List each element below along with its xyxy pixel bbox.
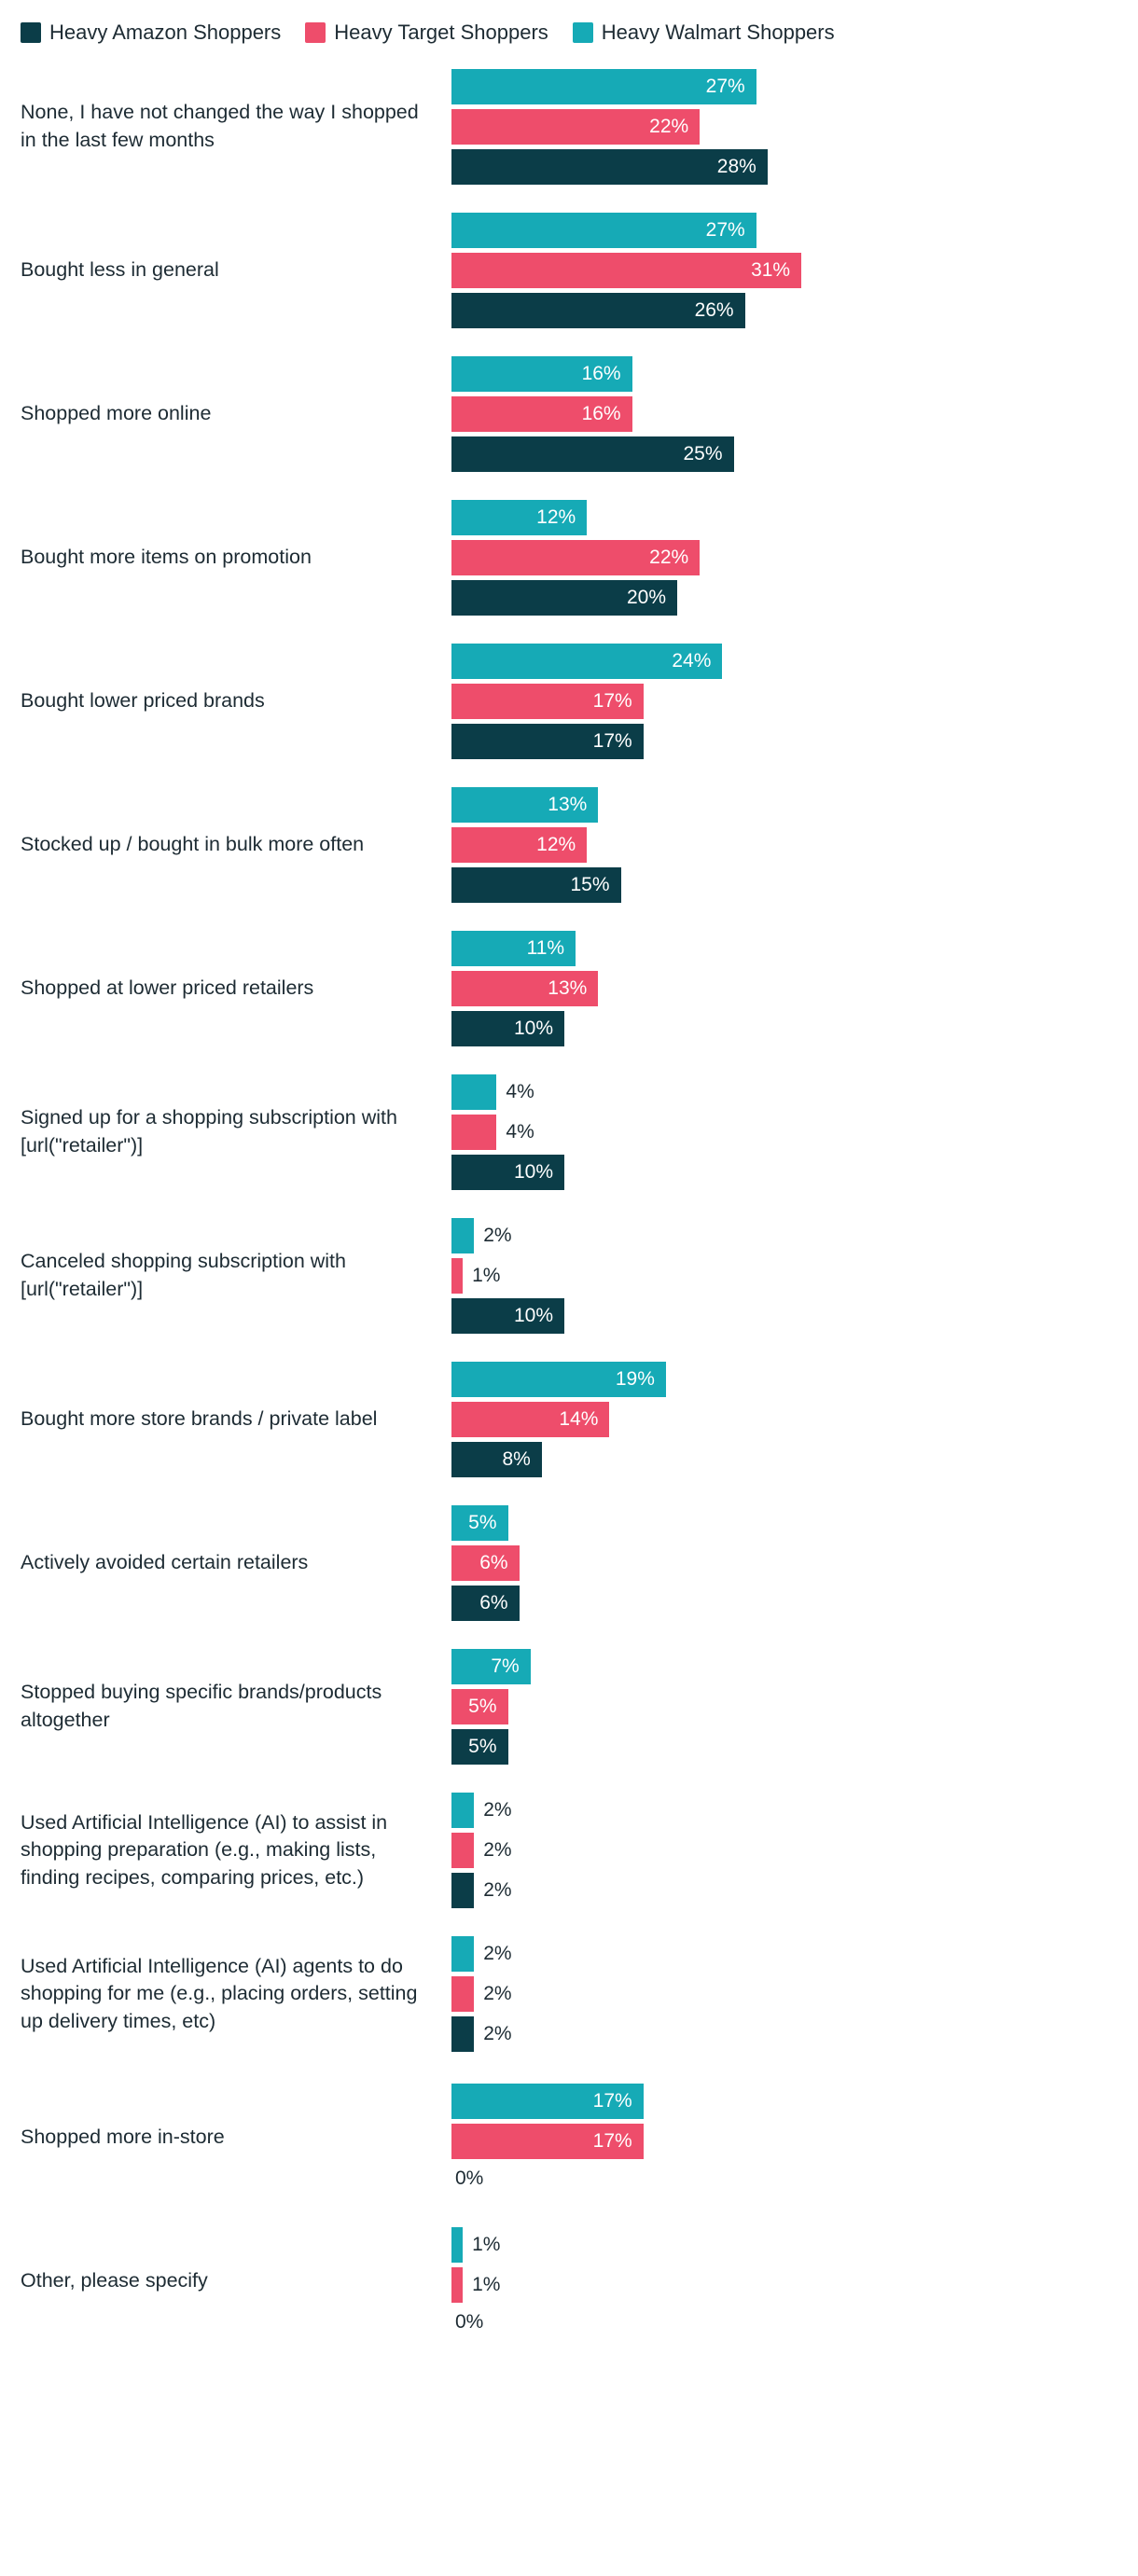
bar-value-label: 20% <box>626 587 666 608</box>
bar-line <box>451 1689 1119 1724</box>
bar-value-label: 5% <box>468 1512 497 1533</box>
bar-group <box>451 1074 1119 1190</box>
bar-line <box>451 1442 1119 1477</box>
bar-group <box>451 213 1119 328</box>
legend-item[interactable] <box>573 21 835 45</box>
bar-value-label: 17% <box>592 2090 632 2112</box>
bar-value-label: 2% <box>483 1839 512 1861</box>
chart-row <box>13 1207 1119 1350</box>
legend-swatch <box>305 22 326 43</box>
bar-group <box>451 787 1119 903</box>
category-label: Other, please specify <box>21 2269 208 2292</box>
bar[interactable] <box>451 1442 542 1477</box>
bar-line <box>451 1362 1119 1397</box>
bar-line <box>451 867 1119 903</box>
bar-line <box>451 1545 1119 1581</box>
chart-row <box>13 920 1119 1063</box>
category-label: Shopped more in-store <box>21 2126 225 2149</box>
legend-label: Heavy Amazon Shoppers <box>49 21 282 44</box>
chart-row <box>13 2212 1119 2356</box>
bar-line <box>451 724 1119 759</box>
bar-value-label: 12% <box>536 834 576 855</box>
bar[interactable] <box>451 1729 508 1765</box>
category-label: Bought less in general <box>21 258 219 282</box>
bar[interactable] <box>451 1833 474 1868</box>
bar[interactable] <box>451 500 587 535</box>
legend-label: Heavy Walmart Shoppers <box>601 21 835 44</box>
bar-value-label: 11% <box>526 937 565 959</box>
bar-value-label: 2% <box>483 1225 512 1246</box>
bar-value-label: 7% <box>491 1655 520 1677</box>
bar-value-label: 15% <box>570 874 610 895</box>
bar-value-label: 10% <box>513 1161 553 1183</box>
bar-group <box>451 1936 1119 2052</box>
bar[interactable] <box>451 1074 496 1110</box>
legend-item[interactable] <box>305 21 548 45</box>
chart-row <box>13 201 1119 345</box>
bar[interactable] <box>451 1689 508 1724</box>
bar[interactable] <box>451 436 734 472</box>
category-label: None, I have not changed the way I shopped in the last few months <box>21 101 419 151</box>
bar-line <box>451 1074 1119 1110</box>
bar-value-label: 14% <box>559 1408 599 1430</box>
bar-value-label: 4% <box>506 1121 534 1143</box>
bar-line <box>451 1833 1119 1868</box>
bar[interactable] <box>451 1155 564 1190</box>
category-label: Bought more store brands / private label <box>21 1407 378 1431</box>
bar[interactable] <box>451 1649 531 1684</box>
bar-line-zero <box>451 2307 1119 2335</box>
bar-line <box>451 1402 1119 1437</box>
bar-value-label: 2% <box>483 1943 512 1964</box>
bar[interactable] <box>451 2084 644 2119</box>
bar-group <box>451 2084 1119 2192</box>
bar-value-label: 2% <box>483 1879 512 1901</box>
category-label: Bought more items on promotion <box>21 546 312 569</box>
legend-swatch <box>573 22 593 43</box>
bar[interactable] <box>451 2267 463 2303</box>
bar-line <box>451 436 1119 472</box>
category-label: Canceled shopping subscription with [url("retailer")] <box>21 1250 346 1300</box>
bar-value-label: 4% <box>506 1081 534 1102</box>
bar-line <box>451 1793 1119 1828</box>
bar-value-label: 22% <box>649 547 689 568</box>
category-label: Signed up for a shopping subscription with [url("retailer")] <box>21 1106 397 1156</box>
bar-value-label: 2% <box>483 1983 512 2004</box>
bar-group <box>451 1649 1119 1765</box>
bar[interactable] <box>451 1545 520 1581</box>
legend-label: Heavy Target Shoppers <box>334 21 548 44</box>
bar[interactable] <box>451 1218 474 1253</box>
bar[interactable] <box>451 1976 474 2012</box>
bar-value-label: 1% <box>472 2234 501 2255</box>
bar-line <box>451 827 1119 863</box>
bar-line <box>451 1976 1119 2012</box>
bar-value-label: 1% <box>472 1265 501 1286</box>
bar-line <box>451 931 1119 966</box>
bar[interactable] <box>451 109 700 145</box>
bar-value-label: 16% <box>581 403 621 424</box>
chart-row <box>13 1781 1119 1925</box>
bar[interactable] <box>451 827 587 863</box>
bar-value-label: 16% <box>581 363 621 384</box>
bar-line <box>451 1218 1119 1253</box>
bar-group <box>451 1218 1119 1334</box>
bar[interactable] <box>451 867 621 903</box>
bar-line <box>451 1586 1119 1621</box>
bar-value-label: 12% <box>536 506 576 528</box>
bar[interactable] <box>451 644 722 679</box>
bar-value-label: 17% <box>592 2130 632 2152</box>
bar-group <box>451 931 1119 1046</box>
chart-row <box>13 1925 1119 2069</box>
bar-line <box>451 971 1119 1006</box>
bar[interactable] <box>451 213 756 248</box>
bar-value-label: 17% <box>592 730 632 752</box>
bar[interactable] <box>451 1936 474 1972</box>
bar-line <box>451 2124 1119 2159</box>
bar-line <box>451 1115 1119 1150</box>
bar-value-label: 5% <box>468 1696 497 1717</box>
bar-value-label: 31% <box>751 259 791 281</box>
bar-group <box>451 2227 1119 2335</box>
bar-value-label: 10% <box>513 1305 553 1326</box>
category-label: Shopped more online <box>21 402 212 425</box>
chart-row <box>13 1350 1119 1494</box>
bar[interactable] <box>451 931 576 966</box>
bar-line <box>451 580 1119 616</box>
bar-value-label: 10% <box>513 1018 553 1039</box>
bar-line <box>451 293 1119 328</box>
category-label: Actively avoided certain retailers <box>21 1551 309 1574</box>
bar-group <box>451 1793 1119 1908</box>
bar-line <box>451 684 1119 719</box>
bar-value-label: 0% <box>455 2311 484 2333</box>
bar[interactable] <box>451 580 677 616</box>
bar-value-label: 6% <box>479 1592 508 1613</box>
bar-value-label: 25% <box>683 443 723 464</box>
bar[interactable] <box>451 1115 496 1150</box>
bar[interactable] <box>451 1011 564 1046</box>
bar-line <box>451 1505 1119 1541</box>
bar[interactable] <box>451 1586 520 1621</box>
bar[interactable] <box>451 149 768 185</box>
bar[interactable] <box>451 540 700 575</box>
legend-swatch <box>21 22 41 43</box>
category-label: Stopped buying specific brands/products altogether <box>21 1681 382 1731</box>
bar[interactable] <box>451 396 632 432</box>
chart-row <box>13 2069 1119 2212</box>
bar-line <box>451 213 1119 248</box>
category-label: Shopped at lower priced retailers <box>21 976 314 1000</box>
legend-item[interactable] <box>21 21 281 45</box>
bar-group <box>451 1505 1119 1621</box>
bar-line <box>451 787 1119 823</box>
bar-value-label: 2% <box>483 2023 512 2044</box>
category-label: Used Artificial Intelligence (AI) agents to do shopping for me (e.g., placing orders, setting up delivery times, etc) <box>21 1954 418 2032</box>
bar-line <box>451 1155 1119 1190</box>
bar-line <box>451 2267 1119 2303</box>
bar-value-label: 13% <box>548 794 588 815</box>
bar[interactable] <box>451 253 801 288</box>
bar[interactable] <box>451 1793 474 1828</box>
chart-row <box>13 632 1119 776</box>
bar[interactable] <box>451 971 598 1006</box>
bar-line <box>451 644 1119 679</box>
bar-value-label: 26% <box>694 299 734 321</box>
bar-line <box>451 356 1119 392</box>
bar-line <box>451 2084 1119 2119</box>
chart-legend <box>13 17 1119 58</box>
chart-row <box>13 1494 1119 1638</box>
bar[interactable] <box>451 69 756 104</box>
category-label: Stocked up / bought in bulk more often <box>21 833 365 856</box>
bar-group <box>451 644 1119 759</box>
bar[interactable] <box>451 684 644 719</box>
bar[interactable] <box>451 293 745 328</box>
chart-row <box>13 1063 1119 1207</box>
bar-value-label: 13% <box>548 977 588 999</box>
bar-line <box>451 149 1119 185</box>
bar[interactable] <box>451 1505 508 1541</box>
category-label: Bought lower priced brands <box>21 689 265 713</box>
bar-group <box>451 69 1119 185</box>
bar-line <box>451 2016 1119 2052</box>
bar[interactable] <box>451 356 632 392</box>
bar-group <box>451 356 1119 472</box>
bar-line <box>451 396 1119 432</box>
bar[interactable] <box>451 2227 463 2263</box>
bar-line-zero <box>451 2164 1119 2192</box>
bar-line <box>451 1258 1119 1294</box>
bar-value-label: 8% <box>502 1448 531 1470</box>
bar[interactable] <box>451 1298 564 1334</box>
bar-value-label: 2% <box>483 1799 512 1821</box>
bar[interactable] <box>451 787 598 823</box>
bar-line <box>451 1729 1119 1765</box>
bar[interactable] <box>451 1402 609 1437</box>
bar[interactable] <box>451 2124 644 2159</box>
bar-value-label: 1% <box>472 2274 501 2295</box>
bar[interactable] <box>451 724 644 759</box>
bar-value-label: 5% <box>468 1736 497 1757</box>
bar-line <box>451 69 1119 104</box>
bar-line <box>451 1649 1119 1684</box>
bar-group <box>451 1362 1119 1477</box>
chart-row <box>13 1638 1119 1781</box>
bar-value-label: 6% <box>479 1552 508 1573</box>
category-label: Used Artificial Intelligence (AI) to assist in shopping preparation (e.g., making lists, finding recipes, comparing prices, etc.) <box>21 1810 388 1889</box>
bar-value-label: 28% <box>716 156 756 177</box>
bar-group <box>451 500 1119 616</box>
bar[interactable] <box>451 1362 666 1397</box>
chart-row <box>13 58 1119 201</box>
bar-value-label: 27% <box>705 219 745 241</box>
bar-line <box>451 2227 1119 2263</box>
bar-value-label: 24% <box>672 650 712 672</box>
bar[interactable] <box>451 1258 463 1294</box>
bar-line <box>451 540 1119 575</box>
bar[interactable] <box>451 2016 474 2052</box>
bar-line <box>451 500 1119 535</box>
bar-line <box>451 1873 1119 1908</box>
bar-line <box>451 109 1119 145</box>
chart-rows <box>13 58 1119 2356</box>
chart-row <box>13 345 1119 489</box>
bar[interactable] <box>451 1873 474 1908</box>
chart-row <box>13 776 1119 920</box>
bar-line <box>451 1298 1119 1334</box>
bar-value-label: 17% <box>592 690 632 712</box>
bar-line <box>451 1936 1119 1972</box>
bar-line <box>451 1011 1119 1046</box>
bar-value-label: 0% <box>455 2167 484 2189</box>
chart-row <box>13 489 1119 632</box>
bar-value-label: 19% <box>615 1368 655 1390</box>
bar-value-label: 22% <box>649 116 689 137</box>
bar-value-label: 27% <box>705 76 745 97</box>
bar-line <box>451 253 1119 288</box>
